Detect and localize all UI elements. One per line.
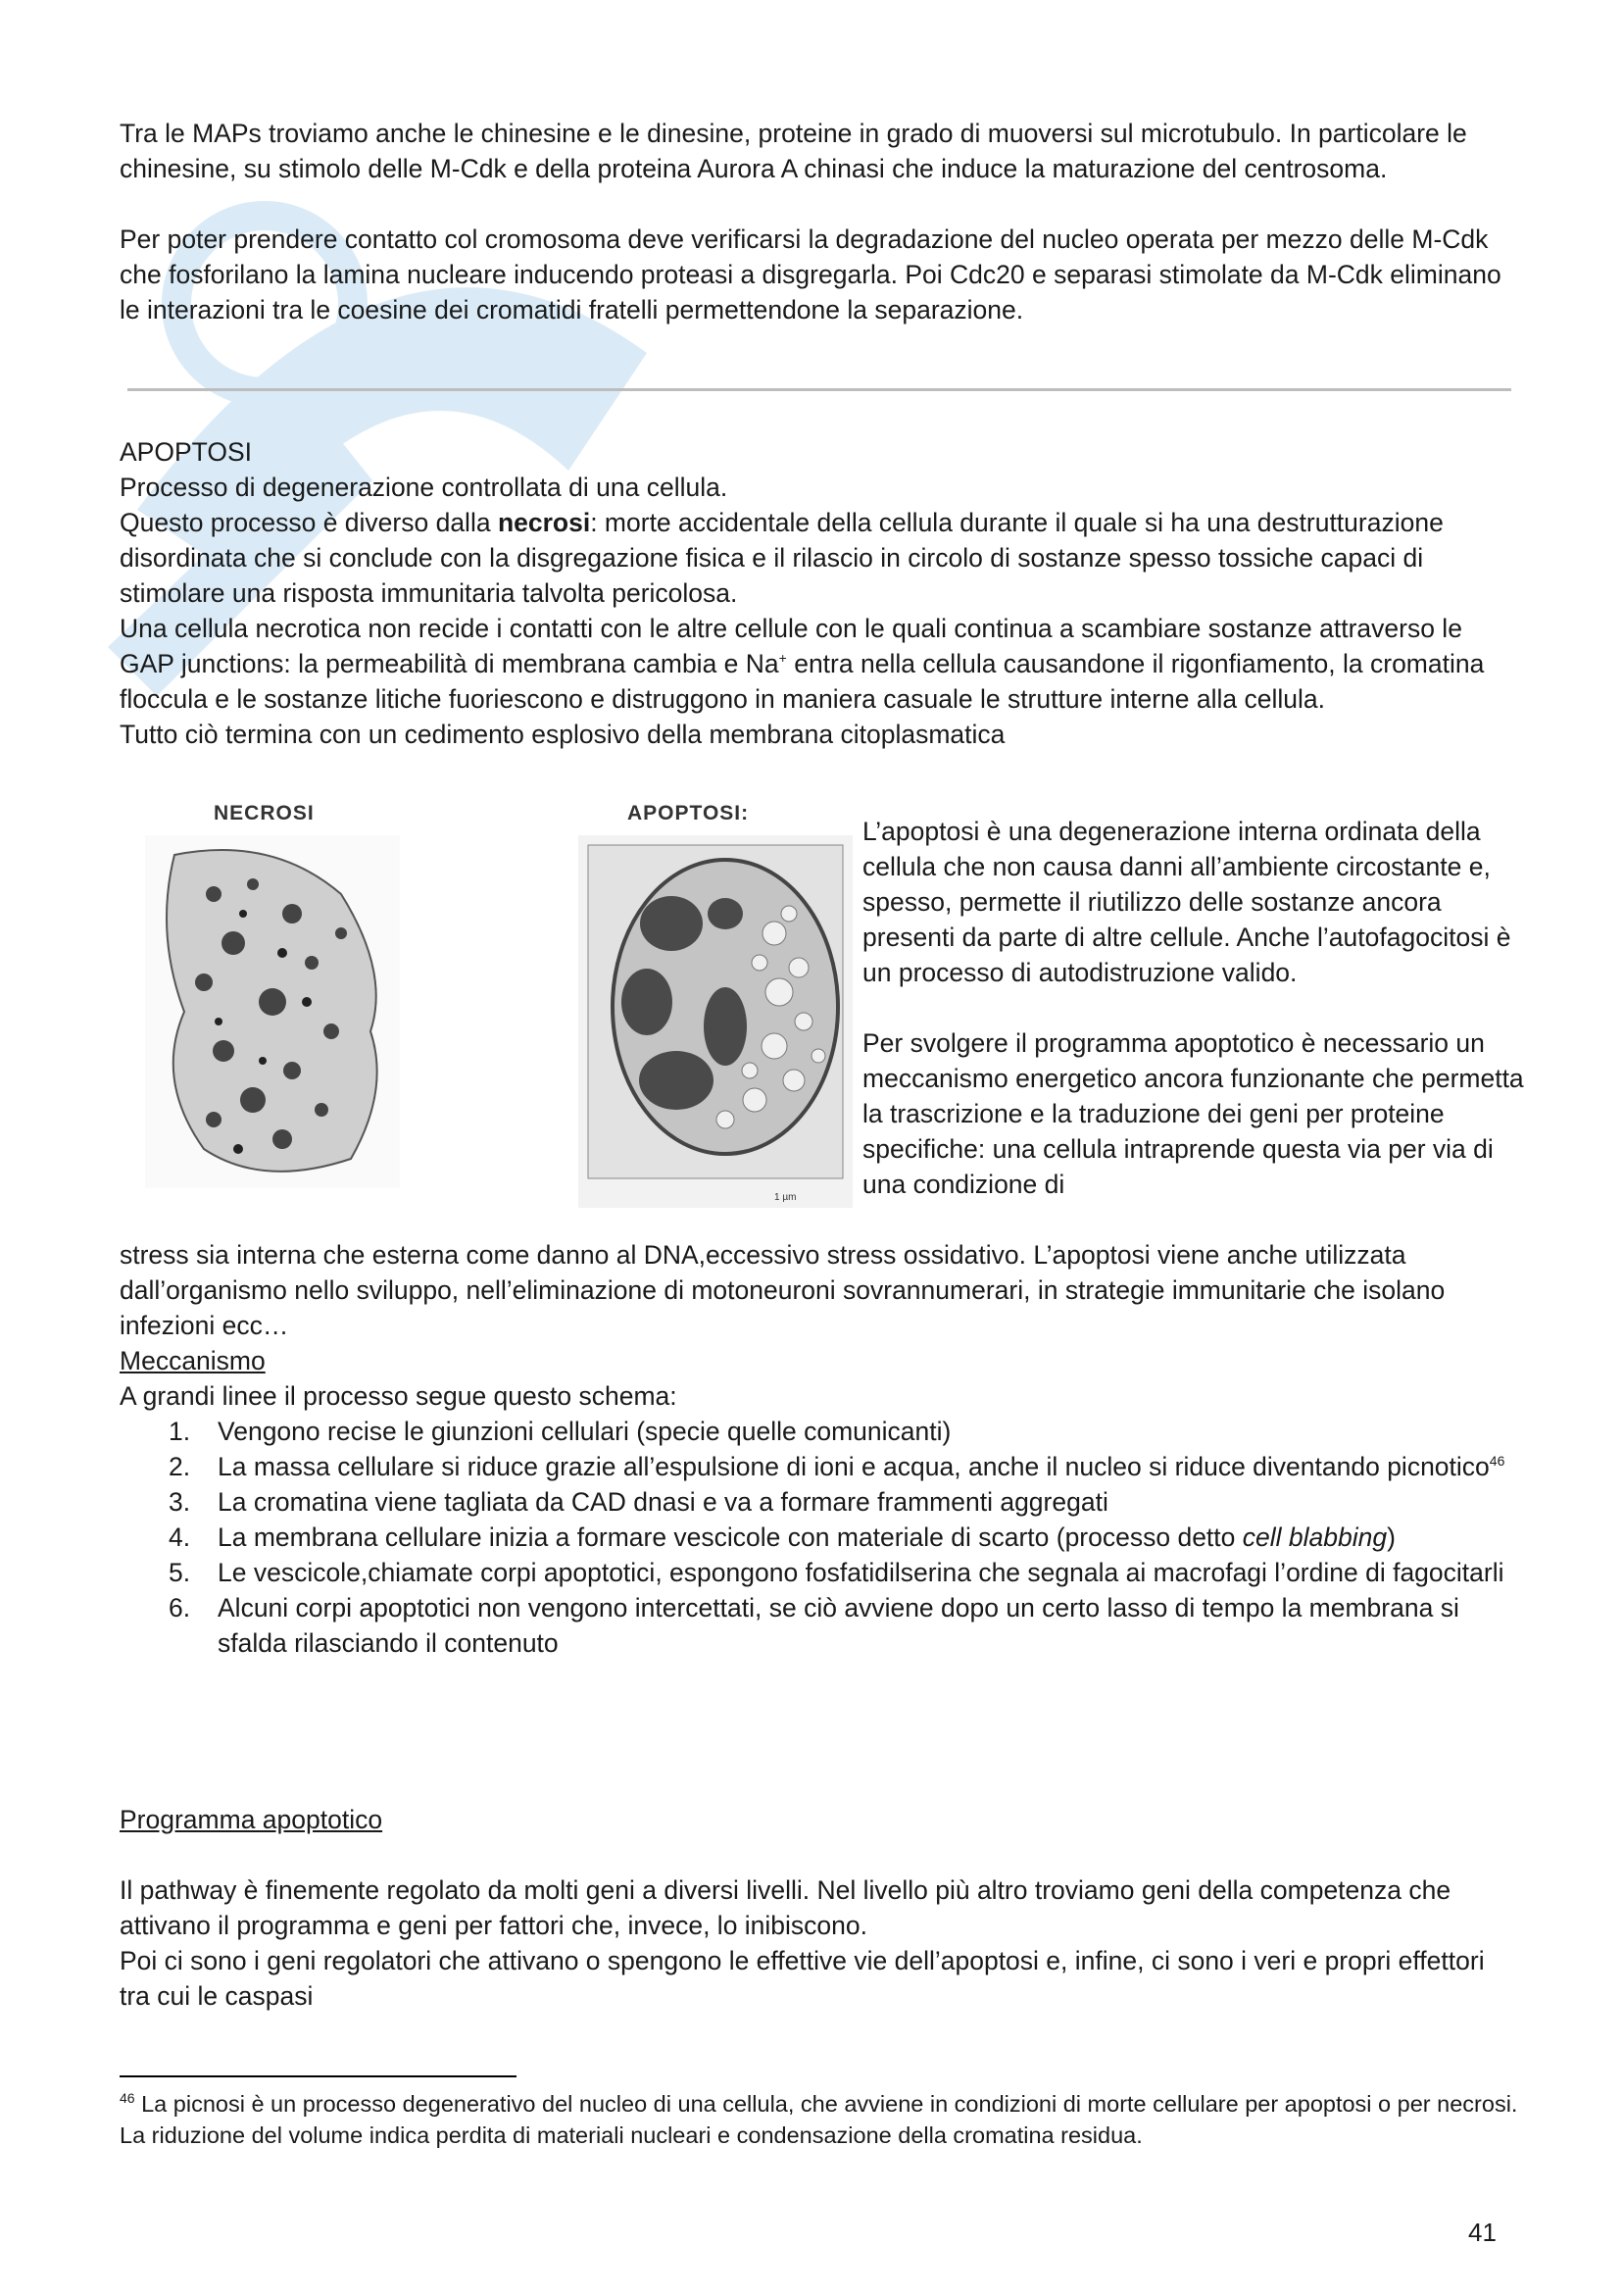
apoptosi-heading: APOPTOSI — [120, 437, 252, 467]
necrosis-end-sentence: Tutto ciò termina con un cedimento esplosivo della membrana citoplasmatica — [120, 720, 1006, 749]
list-item: 1. Vengono recise le giunzioni cellulari (specie quelle comunicanti) — [169, 1417, 952, 1446]
footnote-rule — [120, 2075, 516, 2077]
necrosis-paragraph: Questo processo è diverso dalla necrosi: morte accidentale della cellula durante il quale si ha una destrutturazione disordinata che si conclude con la disgregazione fisica e il rilascio in circolo di sostanze spesso tossiche capaci di stimolare una risposta immunitaria talvolta pericolosa. — [120, 508, 1444, 608]
programma-section — [120, 1802, 1511, 2014]
mechanism-section — [120, 1237, 1511, 1661]
intro-paragraph-2: Per poter prendere contatto col cromosoma deve verificarsi la degradazione del nucleo operata per mezzo delle M-Cdk che fosforilano la lamina nucleare inducendo proteasi a disgregarla. Poi Cdc20 e separasi stimolate da M-Cdk eliminano le interazioni tra le coesine dei cromatidi fratelli permettendone la separazione. — [120, 225, 1501, 324]
continuation-paragraph: stress sia interna che esterna come danno al DNA,eccessivo stress ossidativo. L’apoptosi viene anche utilizzata dall’organismo nello sviluppo, nell’eliminazione di motoneuroni sovrannumerari, in strategie immunitarie che isolano infezioni ecc… — [120, 1240, 1446, 1340]
necrosi-micrograph — [145, 835, 400, 1188]
footnote: $^{46}$ La picnosi è un processo degenerativo del nucleo di una cellula, che avviene in condizioni di morte cellulare per apoptosi o per necrosi. La riduzione del volume indica perdita di materiali nucleari e condensazione della cromatina residua. — [120, 2090, 1518, 2148]
side-paragraph-2: Per svolgere il programma apoptotico è necessario un meccanismo energetico ancora funzionante che permetta la trascrizione e la traduzione dei geni per proteine specifiche: una cellula intraprende questa via per via di una condizione di — [862, 1028, 1524, 1199]
intro-section — [120, 116, 1511, 327]
list-item: 3. La cromatina viene tagliata da CAD dnasi e va a formare frammenti aggregati — [169, 1487, 1108, 1517]
intro-paragraph-1: Tra le MAPs troviamo anche le chinesine e le dinesine, proteine in grado di muoversi sul microtubulo. In particolare le chinesine, su stimolo delle M-Cdk e della proteina Aurora A chinasi che induce la maturazione del centrosoma. — [120, 119, 1467, 183]
footnote-ref[interactable]: 46 — [1489, 1453, 1505, 1470]
mechanism-steps-list — [120, 1414, 1511, 1661]
programma-paragraph-2: Poi ci sono i geni regolatori che attivano o spengono le effettive vie dell’apoptosi e, infine, ci sono i veri e propri effettori tra cui le caspasi — [120, 1946, 1485, 2011]
apoptosi-figure-label: APOPTOSI: — [627, 802, 750, 824]
list-item: 4. La membrana cellulare inizia a formare vescicole con materiale di scarto (processo detto cell blabbing) — [169, 1522, 1396, 1552]
page-number: 41 — [1468, 2218, 1497, 2247]
necrosis-term: necrosi — [497, 508, 591, 537]
footnote-number: 46 — [120, 2090, 135, 2107]
scale-bar-label: 1 µm — [774, 1192, 797, 1203]
necrotic-cell-paragraph: Una cellula necrotica non recide i contatti con le altre cellule con le quali continua a scambiare sostanze attraverso le GAP junctions: la permeabilità di membrana cambia e Na+ entra nella cellula causandone il rigonfiamento, la cromatina floccula e le sostanze litiche fuoriescono e distruggono in maniera casuale le strutture interne alla cellula. — [120, 614, 1485, 714]
programma-heading: Programma apoptotico — [120, 1805, 383, 1834]
list-item: 2. La massa cellulare si riduce grazie all’espulsione di ioni e acqua, anche il nucleo si riduce diventando picnotico$^{46}$ — [169, 1452, 1505, 1481]
list-item: 6. Alcuni corpi apoptotici non vengono intercettati, se ciò avviene dopo un certo lasso di tempo la membrana si sfalda rilasciando il contenuto — [169, 1593, 1459, 1658]
apoptosi-definition: Processo di degenerazione controllata di una cellula. — [120, 473, 728, 502]
meccanismo-intro: A grandi linee il processo segue questo schema: — [120, 1381, 677, 1411]
side-text — [862, 814, 1529, 1202]
apoptosi-micrograph — [578, 835, 853, 1208]
apoptosi-section — [120, 434, 1511, 752]
meccanismo-heading: Meccanismo — [120, 1346, 266, 1375]
list-item: 5. Le vescicole,chiamate corpi apoptotici, espongono fosfatidilserina che segnala ai macrofagi l’ordine di fagocitarli — [169, 1558, 1504, 1587]
side-paragraph-1: L’apoptosi è una degenerazione interna ordinata della cellula che non causa danni all’ambiente circostante e, spesso, permette il riutilizzo delle sostanze ancora presenti da parte di altre cellule. Anche l’autofagocitosi è un processo di autodistruzione valido. — [862, 817, 1511, 987]
section-divider — [127, 388, 1511, 391]
programma-paragraph-1: Il pathway è finemente regolato da molti geni a diversi livelli. Nel livello più altro troviamo geni della competenza che attivano il programma e geni per fattori che, invece, lo inibiscono. — [120, 1875, 1451, 1940]
necrosi-figure-label: NECROSI — [214, 802, 315, 824]
